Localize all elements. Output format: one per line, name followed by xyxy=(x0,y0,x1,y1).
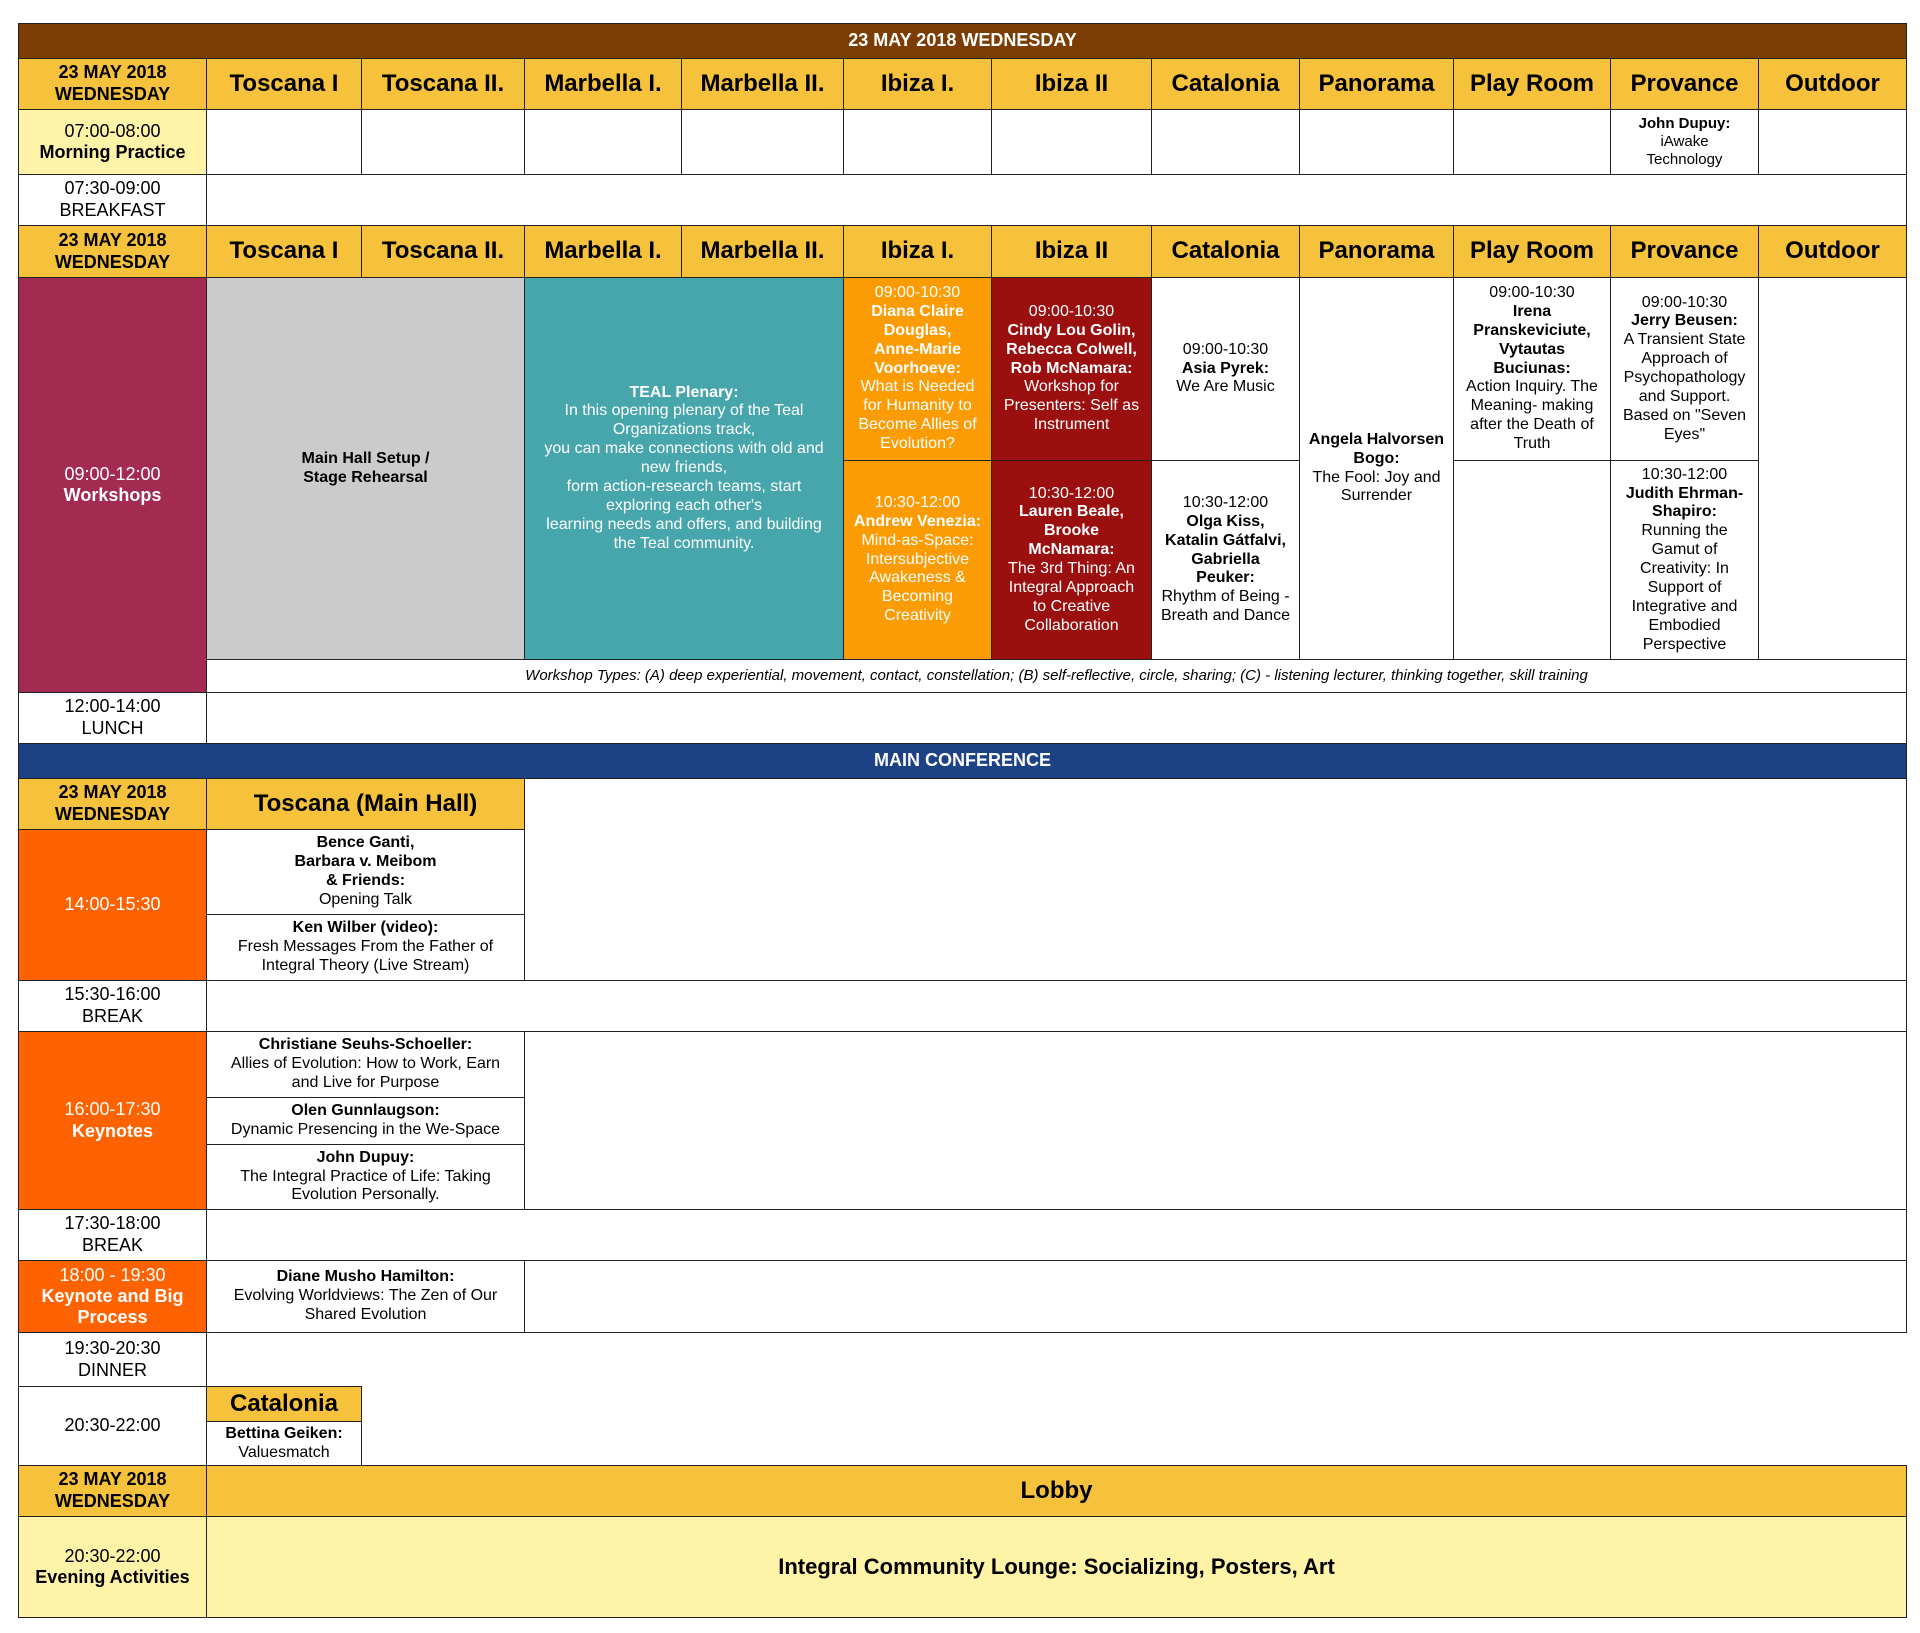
speaker: Gabriella xyxy=(1191,550,1260,568)
session-desc: new friends, xyxy=(640,459,728,477)
room-header-play-room xyxy=(1453,58,1611,110)
speaker: Angela Halvorsen xyxy=(1308,430,1445,448)
workshop-types-note xyxy=(206,659,1907,693)
speaker: McNamara: xyxy=(1028,541,1115,559)
room-label: Toscana (Main Hall) xyxy=(253,789,478,817)
empty-cell xyxy=(681,109,844,175)
room-header-marbella-2 xyxy=(681,58,844,110)
room-header-provance xyxy=(1610,225,1759,278)
room-label: Toscana I xyxy=(229,69,339,97)
session-title: Technology xyxy=(1646,150,1723,168)
session-title: Creativity: In xyxy=(1640,560,1729,577)
break-1-span xyxy=(206,980,1907,1032)
community-lounge xyxy=(206,1516,1907,1618)
session-title: Embodied xyxy=(1648,616,1721,634)
session-title: and Live for Purpose xyxy=(291,1073,440,1091)
session-title: Evolving Worldviews: The Zen of Our xyxy=(233,1287,498,1305)
slot-time: 18:00 - 19:30 xyxy=(59,1264,166,1285)
keynotes-blank-area xyxy=(524,1031,1907,1210)
room-header-provance xyxy=(1610,58,1759,110)
session-title: Shared Evolution xyxy=(304,1305,427,1323)
session-desc: learning needs and offers, and building xyxy=(546,515,822,533)
session-title: Becoming xyxy=(881,588,954,606)
keynote-big-process-time xyxy=(18,1260,207,1333)
room-header-panorama xyxy=(1299,58,1454,110)
speaker: Bettina Geiken: xyxy=(225,1424,343,1442)
room-label: Outdoor xyxy=(1785,237,1880,265)
session-title: Main Hall Setup / xyxy=(301,449,430,467)
lunch-span xyxy=(206,692,1907,744)
room-label: Ibiza I. xyxy=(880,69,955,97)
room-header-main-hall xyxy=(206,778,525,830)
date-cell xyxy=(18,58,207,110)
session-time: 09:00-10:30 xyxy=(1641,293,1728,311)
session-title: Eyes" xyxy=(1663,425,1706,443)
session-title: Based on "Seven xyxy=(1622,406,1747,424)
date-line1: 23 MAY 2018 xyxy=(58,62,167,83)
room-label: Panorama xyxy=(1318,237,1435,265)
slot-label: BREAK xyxy=(81,1006,144,1026)
speaker: Judith Ehrman- xyxy=(1625,484,1744,502)
date-line2: WEDNESDAY xyxy=(54,251,171,272)
date-line2: WEDNESDAY xyxy=(54,84,171,104)
session-title: Meaning- making xyxy=(1470,397,1594,415)
speaker: Bogo: xyxy=(1353,449,1400,467)
session-desc: Organizations track, xyxy=(612,421,756,439)
speaker: John Dupuy: xyxy=(316,1148,415,1166)
speaker: Ken Wilber (video): xyxy=(292,919,439,937)
session-title: after the Death of xyxy=(1470,416,1594,434)
session-title: Breath and Dance xyxy=(1161,607,1290,625)
slot-time: 20:30-22:00 xyxy=(64,1415,161,1436)
room-label: Catalonia xyxy=(229,1389,339,1417)
breakfast-span xyxy=(206,174,1907,226)
room-label: Play Room xyxy=(1469,69,1595,97)
session-time: 09:00-10:30 xyxy=(874,284,961,302)
slot-time: 14:00-15:30 xyxy=(64,894,161,915)
empty-cell xyxy=(1299,109,1454,175)
session-title: Instrument xyxy=(1033,416,1110,434)
session-title: Stage Rehearsal xyxy=(303,468,428,486)
session-title: Support of xyxy=(1647,578,1722,596)
main-hall-setup xyxy=(206,277,525,660)
conference-blank-area xyxy=(524,778,1907,981)
slot-time: 16:00-17:30 xyxy=(64,1099,161,1120)
session-catalonia-a xyxy=(1151,277,1300,461)
room-header-ibiza-1 xyxy=(843,58,992,110)
session-title: to Creative xyxy=(1032,597,1111,615)
band-title: MAIN CONFERENCE xyxy=(873,750,1051,771)
room-label: Provance xyxy=(1630,69,1739,97)
session-panorama xyxy=(1299,277,1454,660)
empty-cell xyxy=(843,109,992,175)
session-time: 10:30-12:00 xyxy=(1641,465,1728,483)
session-title: The Fool: Joy and xyxy=(1312,468,1441,486)
speaker: Diane Musho Hamilton: xyxy=(276,1268,455,1286)
session-desc: form action-research teams, start xyxy=(566,477,802,495)
session-play-room xyxy=(1453,277,1611,461)
session-title: Collaboration xyxy=(1024,616,1119,634)
session-title: Integral Approach xyxy=(1008,578,1135,596)
speaker: Olga Kiss, xyxy=(1186,512,1265,530)
room-header-catalonia xyxy=(1151,225,1300,278)
session-title: What is Needed xyxy=(860,378,975,396)
lunch-time xyxy=(18,692,207,744)
session-geiken xyxy=(206,1421,362,1466)
session-title: We Are Music xyxy=(1176,378,1275,396)
empty-cell xyxy=(1151,109,1300,175)
room-label: Ibiza I. xyxy=(880,237,955,265)
speaker: Christiane Seuhs-Schoeller: xyxy=(258,1036,473,1054)
room-label: Catalonia xyxy=(1171,69,1280,97)
speaker: Anne-Marie xyxy=(873,340,962,358)
workshops-time xyxy=(18,277,207,693)
speaker: Irena xyxy=(1512,302,1552,320)
slot-label: BREAK xyxy=(81,1235,144,1255)
room-label: Panorama xyxy=(1318,69,1435,97)
room-header-toscana-1 xyxy=(206,225,362,278)
room-label: Marbella I. xyxy=(544,237,662,265)
slot-label: Workshops xyxy=(63,485,162,505)
breakfast-time xyxy=(18,174,207,226)
session-catalonia-b xyxy=(1151,460,1300,660)
room-label: Lobby xyxy=(1020,1476,1093,1504)
session-ken-wilber xyxy=(206,914,525,981)
empty-cell xyxy=(1453,460,1611,660)
room-label: Toscana II. xyxy=(381,237,505,265)
session-title: Intersubjective xyxy=(865,550,970,568)
date-line2: WEDNESDAY xyxy=(54,1491,171,1511)
empty-cell xyxy=(1758,109,1907,175)
room-label: Play Room xyxy=(1469,237,1595,265)
speaker: Rebecca Colwell, xyxy=(1006,340,1137,358)
room-label: Toscana I xyxy=(229,237,339,265)
speaker: Cindy Lou Golin, xyxy=(1007,321,1136,339)
speaker: Olen Gunnlaugson: xyxy=(291,1102,440,1120)
slot-label: DINNER xyxy=(77,1359,147,1380)
slot-time: 15:30-16:00 xyxy=(64,984,161,1005)
empty-cell xyxy=(361,109,525,175)
session-title: The Integral Practice of Life: Taking xyxy=(240,1167,491,1185)
session-title: The 3rd Thing: An xyxy=(1008,560,1135,577)
keynote-seuhs-schoeller xyxy=(206,1031,525,1098)
slot-time: 19:30-20:30 xyxy=(64,1337,161,1358)
morning-session-provance xyxy=(1610,109,1759,175)
date-cell xyxy=(18,1465,207,1517)
room-label: Toscana II. xyxy=(381,69,505,97)
empty-cell xyxy=(524,109,682,175)
room-label: Marbella II. xyxy=(700,237,825,265)
date-cell xyxy=(18,778,207,830)
slot-time: 12:00-14:00 xyxy=(64,696,161,717)
note-text: Workshop Types: (A) deep experiential, movement, contact, constellation; (B) self-reflective, circle, sharing; (C) - listening lecturer, thinking together, skill training xyxy=(525,667,1588,685)
date-cell xyxy=(18,225,207,278)
room-header-outdoor xyxy=(1758,225,1907,278)
session-title: Awakeness & xyxy=(869,569,966,587)
slot-1400-time xyxy=(18,829,207,981)
session-title: Evolution? xyxy=(880,435,955,453)
evening-time xyxy=(18,1386,207,1466)
keynote-gunnlaugson xyxy=(206,1097,525,1145)
speaker: Jerry Beusen: xyxy=(1631,312,1738,330)
speaker: Andrew Venezia: xyxy=(853,512,982,530)
room-header-ibiza-1 xyxy=(843,225,992,278)
session-desc: In this opening plenary of the Teal xyxy=(564,402,804,420)
session-title: Truth xyxy=(1513,435,1551,453)
speaker: Voorhoeve: xyxy=(874,359,961,377)
room-label: Ibiza II xyxy=(1034,237,1109,265)
keynote-dupuy xyxy=(206,1144,525,1210)
session-title: Mind-as-Space: xyxy=(861,531,974,549)
speaker: Katalin Gátfalvi, xyxy=(1165,531,1286,549)
session-opening-talk xyxy=(206,829,525,915)
session-provance-b xyxy=(1610,460,1759,660)
room-label: Marbella II. xyxy=(700,69,825,97)
empty-cell xyxy=(206,109,362,175)
speaker: & Friends: xyxy=(325,872,406,889)
session-title: Integral Community Lounge: Socializing, Posters, Art xyxy=(778,1554,1335,1580)
session-time: 09:00-10:30 xyxy=(1182,340,1269,358)
session-time: 10:30-12:00 xyxy=(874,493,961,511)
speaker: Diana Claire xyxy=(871,302,964,320)
big-process-blank-area xyxy=(524,1260,1907,1333)
slot-label: Keynotes xyxy=(71,1120,154,1141)
session-title: and Support. xyxy=(1638,387,1731,405)
keynotes-time xyxy=(18,1031,207,1210)
speaker: Lauren Beale, xyxy=(1019,503,1124,521)
room-header-toscana-2 xyxy=(361,225,525,278)
room-header-catalonia xyxy=(1151,58,1300,110)
date-line1: 23 MAY 2018 xyxy=(58,1469,167,1490)
session-title: Become Allies of xyxy=(858,416,977,434)
speaker: Asia Pyrek: xyxy=(1181,359,1270,377)
session-title: Dynamic Presencing in the We-Space xyxy=(230,1121,501,1138)
teal-plenary xyxy=(524,277,844,660)
slot-label: Morning Practice xyxy=(39,142,186,162)
speaker: Shapiro: xyxy=(1652,503,1717,521)
session-ibiza2-a xyxy=(991,277,1152,461)
room-header-outdoor xyxy=(1758,58,1907,110)
day-title-band xyxy=(18,23,1907,59)
room-header-marbella-2 xyxy=(681,225,844,278)
room-label: Provance xyxy=(1630,237,1739,265)
empty-cell xyxy=(1453,109,1611,175)
session-title: Valuesmatch xyxy=(238,1443,330,1461)
break-1-time xyxy=(18,980,207,1032)
room-header-catalonia-evening xyxy=(206,1386,362,1422)
speaker: John Dupuy: xyxy=(1638,115,1731,133)
session-title: A Transient State xyxy=(1623,331,1746,349)
room-label: Marbella I. xyxy=(544,69,662,97)
room-header-toscana-2 xyxy=(361,58,525,110)
speaker: Brooke xyxy=(1043,522,1100,540)
session-title: Opening Talk xyxy=(318,890,413,908)
speaker: Vytautas xyxy=(1498,340,1566,358)
session-ibiza1-b xyxy=(843,460,992,660)
session-title: Surrender xyxy=(1340,487,1413,505)
slot-label: BREAKFAST xyxy=(59,200,166,220)
slot-time: 20:30-22:00 xyxy=(64,1545,161,1566)
session-title: Fresh Messages From the Father of xyxy=(237,938,494,956)
session-time: 10:30-12:00 xyxy=(1182,493,1269,511)
slot-time: 17:30-18:00 xyxy=(64,1213,161,1234)
evening-activities-time xyxy=(18,1516,207,1618)
room-label: Outdoor xyxy=(1785,69,1880,97)
dinner-time xyxy=(18,1332,207,1387)
session-time: 09:00-10:30 xyxy=(1028,302,1115,320)
session-desc: you can make connections with old and xyxy=(544,440,824,458)
room-header-lobby xyxy=(206,1465,1907,1517)
session-title: Perspective xyxy=(1642,635,1727,653)
day-title: 23 MAY 2018 WEDNESDAY xyxy=(848,30,1077,51)
speaker: Peuker: xyxy=(1196,569,1255,587)
session-title: Psychopathology xyxy=(1623,369,1746,386)
slot-time: 09:00-12:00 xyxy=(64,463,161,484)
session-title: Integral Theory (Live Stream) xyxy=(261,956,470,974)
break-2-time xyxy=(18,1209,207,1261)
room-header-marbella-1 xyxy=(524,58,682,110)
session-desc: the Teal community. xyxy=(613,534,755,552)
session-ibiza2-b xyxy=(991,460,1152,660)
date-line1: 23 MAY 2018 xyxy=(58,782,167,803)
slot-time: 07:30-09:00 xyxy=(64,178,161,199)
session-ibiza1-a xyxy=(843,277,992,461)
session-title: Evolution Personally. xyxy=(291,1186,440,1204)
session-desc: exploring each other's xyxy=(605,496,763,514)
room-label: Catalonia xyxy=(1171,237,1280,265)
room-label: Ibiza II xyxy=(1034,69,1109,97)
date-line2: WEDNESDAY xyxy=(54,804,171,824)
room-header-marbella-1 xyxy=(524,225,682,278)
session-time: 10:30-12:00 xyxy=(1028,484,1115,502)
session-time: 09:00-10:30 xyxy=(1489,284,1575,302)
date-line1: 23 MAY 2018 xyxy=(58,229,167,250)
session-title: for Humanity to xyxy=(863,397,972,415)
slot-label: Keynote and Big xyxy=(41,1285,184,1306)
speaker: Pranskeviciute, xyxy=(1473,321,1591,339)
session-title: Action Inquiry. The xyxy=(1466,378,1598,396)
speaker: Bence Ganti, xyxy=(316,834,415,852)
session-title: Rhythm of Being - xyxy=(1161,588,1290,606)
speaker: Douglas, xyxy=(883,321,952,339)
room-header-ibiza-2 xyxy=(991,225,1152,278)
session-title: Creativity xyxy=(884,607,951,625)
session-title: Approach of xyxy=(1641,350,1728,368)
slot-label: LUNCH xyxy=(81,718,144,738)
room-header-play-room xyxy=(1453,225,1611,278)
empty-cell-outdoor xyxy=(1758,277,1907,660)
session-title: Gamut of xyxy=(1651,541,1718,559)
session-hamilton xyxy=(206,1260,525,1333)
session-title: Running the xyxy=(1641,522,1728,540)
break-2-span xyxy=(206,1209,1907,1261)
morning-practice-time xyxy=(18,109,207,175)
room-header-toscana-1 xyxy=(206,58,362,110)
speaker: Rob McNamara: xyxy=(1010,359,1133,377)
speaker: Buciunas: xyxy=(1493,359,1571,377)
slot-time: 07:00-08:00 xyxy=(64,120,161,141)
session-title: TEAL Plenary: xyxy=(629,383,739,401)
session-title: Presenters: Self as xyxy=(1003,397,1140,415)
slot-label: Evening Activities xyxy=(35,1567,190,1587)
session-title: iAwake xyxy=(1660,133,1709,151)
room-header-panorama xyxy=(1299,225,1454,278)
main-conference-band xyxy=(18,743,1907,779)
empty-cell xyxy=(991,109,1152,175)
session-title: Workshop for xyxy=(1024,378,1119,396)
speaker: Barbara v. Meibom xyxy=(294,853,437,871)
room-header-ibiza-2 xyxy=(991,58,1152,110)
session-provance-a xyxy=(1610,277,1759,461)
session-title: Allies of Evolution: How to Work, Earn xyxy=(230,1055,501,1073)
slot-label: Process xyxy=(77,1307,148,1328)
session-title: Integrative and xyxy=(1631,597,1738,615)
